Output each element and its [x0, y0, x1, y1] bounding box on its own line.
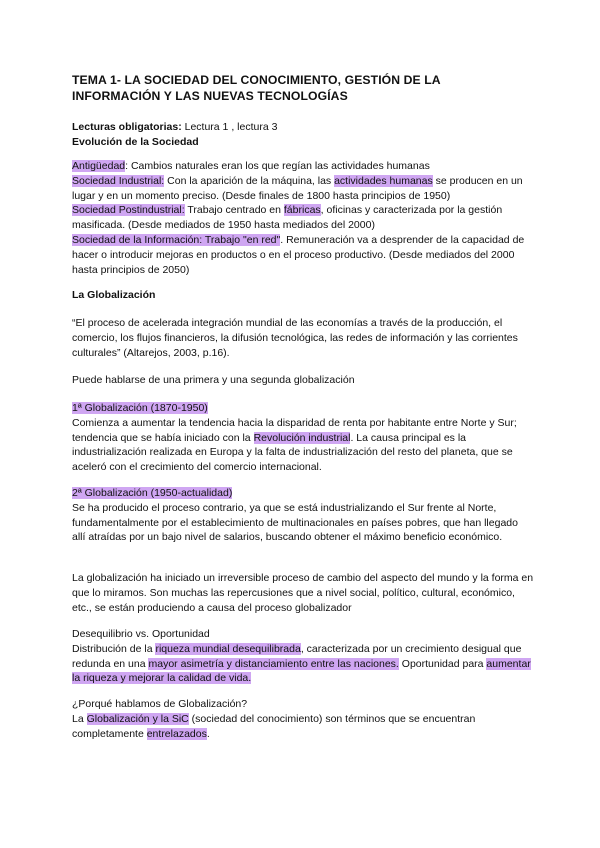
hl-aumentar-riqueza: aumentar la riqueza y mejorar la calidad de vida.: [72, 657, 531, 685]
deseq-text-1: Distribución de la: [72, 642, 156, 655]
text-informacion-rest: . Remuneración va a desprender de la capacidad de hacer o introducir mejoras en productos o en el proceso productivo. (Desde mediados del 2000 hasta principios de 2050): [72, 233, 525, 276]
hl-mayor-asimetria: mayor asimetría y distanciamiento entre las naciones.: [148, 657, 399, 670]
hl-entrelazados: entrelazados: [146, 727, 207, 740]
text-postindustrial-pre: Trabajo centrado en: [184, 204, 284, 217]
porque-text-2: (sociedad del conocimiento) son términos que se encuentran completamente: [72, 712, 476, 740]
g2-section: [72, 486, 534, 545]
g1-text-rest: . La causa principal es la industrialización realizada en Europa y la falta de industrialización del resto del planeta, que se aceleró con el crecimiento del comercio internacional.: [72, 431, 513, 474]
deseq-text-3: Oportunidad para: [398, 657, 487, 670]
porque-text-1: La: [72, 712, 87, 725]
desequilibrio-heading: Desequilibrio vs. Oportunidad: [72, 628, 210, 640]
lecturas-line: [72, 120, 534, 150]
document-title: TEMA 1- LA SOCIEDAD DEL CONOCIMIENTO, GESTIÓN DE LA INFORMACIÓN Y LAS NUEVAS TECNOLOGÍAS: [72, 73, 441, 103]
term-sociedad-industrial: Sociedad Industrial:: [72, 174, 165, 187]
globalizacion-heading: [72, 288, 534, 303]
globalizacion-heading-text: La Globalización: [72, 289, 156, 301]
evolucion-paragraph: [72, 159, 534, 277]
desequilibrio-section: [72, 627, 534, 686]
lecturas-value: Lectura 1 , lectura 3: [181, 121, 278, 133]
hl-actividades-humanas: actividades humanas: [334, 174, 433, 187]
globalizacion-paragraph: La globalización ha iniciado un irreversible proceso de cambio del aspecto del mundo y la forma en que lo miramos. Son muchas las repercusiones que a nivel social, político, cultural, económico, etc., se están produciendo a causa del proceso globalizador: [72, 572, 534, 614]
text-postindustrial-rest: , oficinas y caracterizada por la gestión masificada. (Desde mediados de 1950 hasta mediados del 2000): [72, 204, 503, 232]
g1-section: [72, 401, 534, 475]
puede-paragraph: Puede hablarse de una primera y una segunda globalización: [72, 374, 355, 386]
g1-text-pre: Comienza a aumentar la tendencia hacia la disparidad de renta por habitante entre Norte y Sur; tendencia que se había iniciado con la: [72, 416, 517, 444]
porque-text-3: .: [206, 727, 210, 740]
hl-revolucion-industrial: Revolución industrial: [253, 431, 351, 444]
hl-riqueza-desequilibrada: riqueza mundial desequilibrada: [155, 642, 301, 655]
g1-heading: 1ª Globalización (1870-1950): [72, 402, 208, 414]
text-industrial-rest: se producen en un lugar y en un momento preciso. (Desde finales de 1800 hasta principios de 1950): [72, 174, 523, 202]
porque-heading: ¿Porqué hablamos de Globalización?: [72, 698, 248, 710]
term-sociedad-informacion: Sociedad de la Información: Trabajo "en red": [72, 233, 281, 246]
porque-section: [72, 697, 534, 741]
evolucion-heading: Evolución de la Sociedad: [72, 135, 199, 148]
quote-paragraph: “El proceso de acelerada integración mundial de las economías a través de la producción, el comercio, los flujos financieros, la difusión tecnológica, las redes de información y las corrientes culturales” (Altarejos, 2003, p.16).: [72, 317, 518, 359]
hl-globalizacion-sic: Globalización y la SiC: [86, 712, 189, 725]
g2-heading: 2ª Globalización (1950-actualidad): [72, 487, 233, 499]
hl-fabricas: fábricas: [283, 204, 321, 217]
text-antiguedad: : Cambios naturales eran los que regían las actividades humanas: [125, 160, 430, 172]
g2-body: Se ha producido el proceso contrario, ya que se está industrializando el Sur frente al Norte, fundamentalmente por el establecimiento de multinacionales en países pobres, que han llegado allí atraídas por un bajo nivel de salarios, buscando obtener el máximo beneficio económico.: [72, 501, 518, 544]
deseq-text-2: , caracterizada por un crecimiento desigual que redunda en una: [72, 642, 522, 670]
term-antiguedad: Antigüedad: [72, 160, 126, 172]
term-sociedad-postindustrial: Sociedad Postindustrial:: [72, 204, 185, 217]
lecturas-label: Lecturas obligatorias:: [72, 121, 182, 133]
text-industrial-pre: Con la aparición de la máquina, las: [164, 174, 335, 187]
